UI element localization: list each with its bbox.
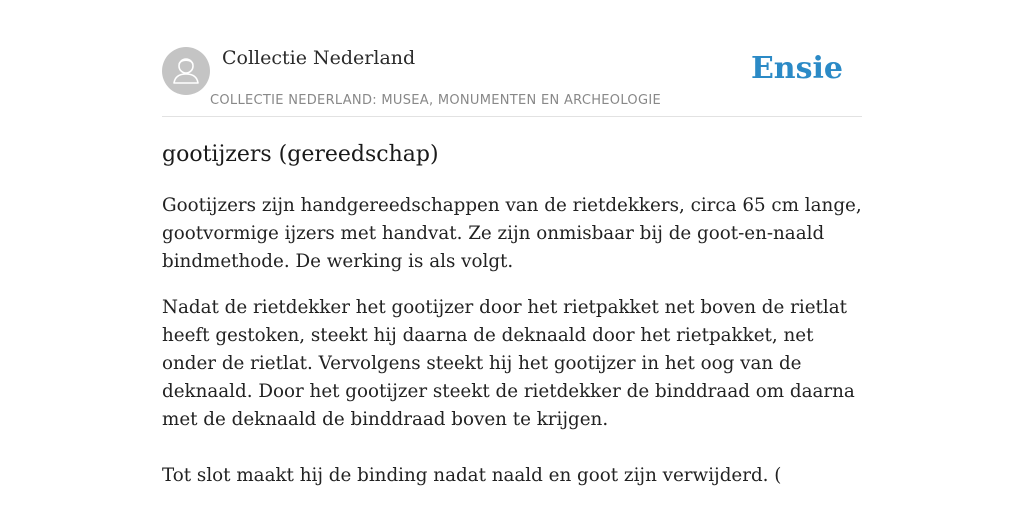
paragraph: Nadat de rietdekker het gootijzer door het rietpakket net boven de rietlat heeft gestoken, steekt hij daarna de deknaald door het rietpakket, net onder de rietlat. Vervolgens steekt hij het gootijzer in het oog van de deknaald. Door het gootijzer steekt de rietdekker de binddraad om daarna met de deknaald de binddraad boven te krijgen. [162,297,855,430]
paragraph: Tot slot maakt hij de binding nadat naald en goot zijn verwijderd. ( [162,465,782,486]
user-placeholder-icon [162,47,210,95]
article-header [162,46,862,117]
article-body [162,192,867,508]
category-label[interactable]: COLLECTIE NEDERLAND: MUSEA, MONUMENTEN EN ARCHEOLOGIE [210,93,661,108]
site-logo[interactable]: Ensie [750,51,843,86]
article-title: gootijzers (gereedschap) [162,142,439,167]
author-avatar[interactable] [162,47,210,95]
paragraph: Gootijzers zijn handgereedschappen van de rietdekkers, circa 65 cm lange, gootvormige ijzers met handvat. Ze zijn onmisbaar bij de goot-en-naald bindmethode. De werking is als volgt. [162,195,862,272]
author-name[interactable]: Collectie Nederland [222,47,416,69]
